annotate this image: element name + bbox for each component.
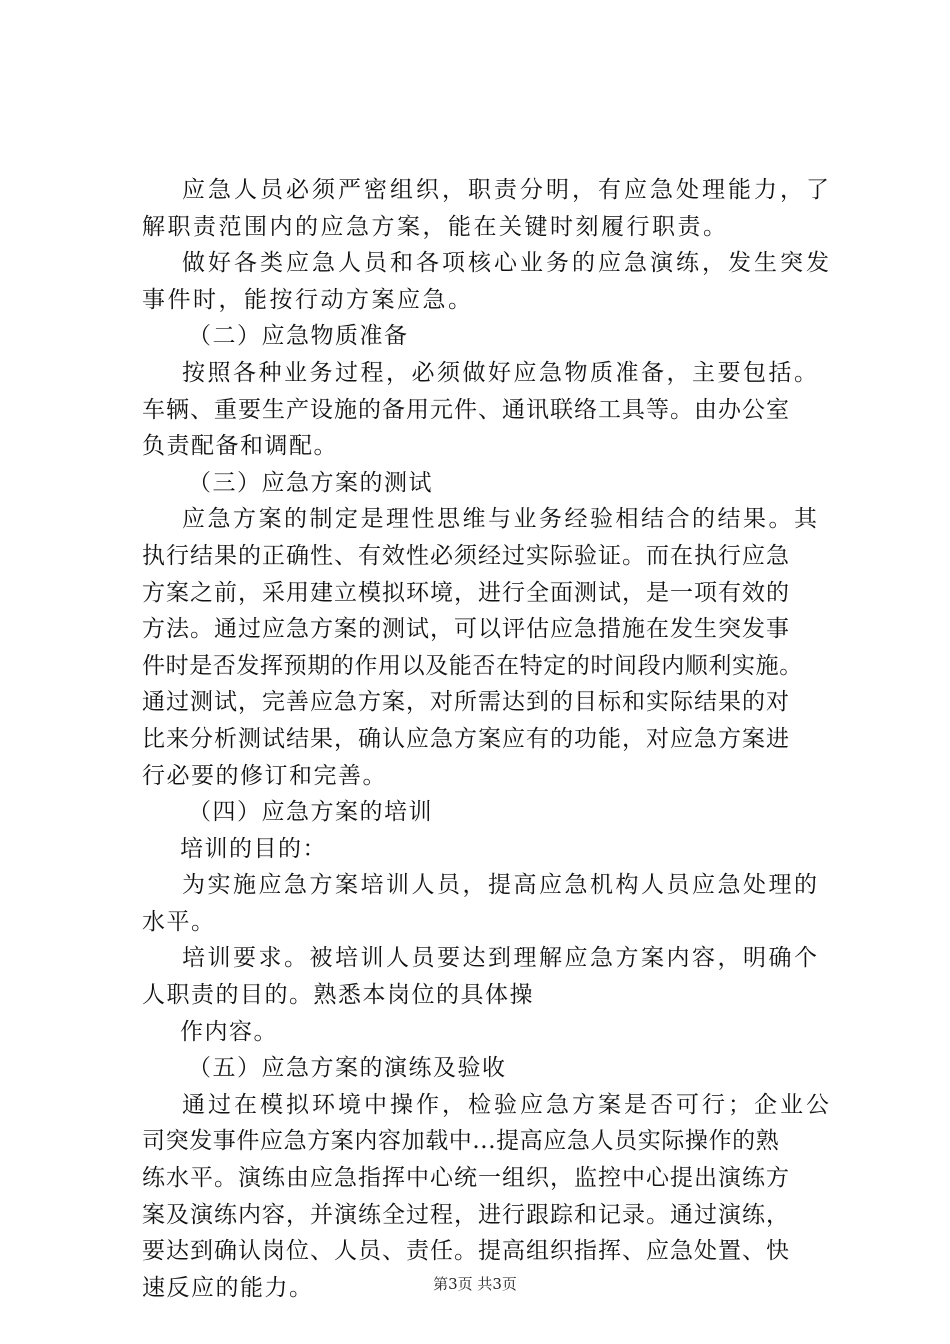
paragraph-line: 培训的目的：	[180, 835, 327, 862]
paragraph-line: 应急人员必须严密组织，职责分明，有应急处理能力，了	[182, 177, 832, 203]
paragraph-line: 方法。通过应急方案的测试，可以评估应急措施在发生突发事	[142, 616, 790, 643]
paragraph-line: 人职责的目的。熟悉本岗位的具体操	[142, 982, 534, 1009]
paragraph-line: 事件时，能按行动方案应急。	[142, 286, 474, 313]
paragraph-line: 要达到确认岗位、人员、责任。提高组织指挥、应急处置、快	[142, 1238, 790, 1265]
page-number-footer: 第3页 共3页	[433, 1275, 517, 1293]
paragraph-line: 比来分析测试结果，确认应急方案应有的功能，对应急方案进	[142, 725, 790, 752]
paragraph-line: 案及演练内容，并演练全过程，进行跟踪和记录。通过演练，	[142, 1201, 790, 1228]
paragraph-line: 执行结果的正确性、有效性必须经过实际验证。而在执行应急	[142, 542, 790, 569]
paragraph-line: 负责配备和调配。	[142, 433, 338, 460]
paragraph-line: 按照各种业务过程，必须做好应急物质准备，主要包括。	[182, 359, 820, 386]
paragraph-line: 通过测试，完善应急方案，对所需达到的目标和实际结果的对	[142, 689, 790, 716]
paragraph-line: 方案之前，采用建立模拟环境，进行全面测试，是一项有效的	[142, 579, 790, 606]
paragraph-line: 速反应的能力。	[142, 1274, 314, 1301]
paragraph-line: 车辆、重要生产设施的备用元件、通讯联络工具等。由办公室	[142, 396, 790, 423]
paragraph-line: 为实施应急方案培训人员，提高应急机构人员应急处理的	[182, 872, 820, 899]
paragraph-line: 练水平。演练由应急指挥中心统一组织，监控中心提出演练方	[142, 1165, 790, 1192]
paragraph-line: 通过在模拟环境中操作，检验应急方案是否可行；企业公	[182, 1091, 832, 1118]
paragraph-line: 司突发事件应急方案内容加载中...提高应急人员实际操作的熟	[142, 1128, 780, 1155]
paragraph-line: 水平。	[142, 908, 216, 935]
paragraph-line: 件时是否发挥预期的作用以及能否在特定的时间段内顺利实施。	[142, 652, 803, 679]
paragraph-line: 培训要求。被培训人员要达到理解应急方案内容，明确个	[182, 945, 820, 972]
paragraph-line: 做好各类应急人员和各项核心业务的应急演练，发生突发	[182, 250, 832, 277]
paragraph-line: 解职责范围内的应急方案，能在关键时刻履行职责。	[142, 213, 729, 240]
section-heading: （三）应急方案的测试	[188, 469, 433, 496]
paragraph-line: 应急方案的制定是理性思维与业务经验相结合的结果。其	[182, 506, 820, 533]
document-body	[142, 172, 842, 1306]
section-heading: （二）应急物质准备	[188, 323, 409, 350]
section-heading: （四）应急方案的培训	[188, 799, 433, 826]
paragraph-line: 行必要的修订和完善。	[142, 762, 387, 789]
paragraph-line: 作内容。	[180, 1018, 278, 1045]
section-heading: （五）应急方案的演练及验收	[188, 1055, 507, 1082]
